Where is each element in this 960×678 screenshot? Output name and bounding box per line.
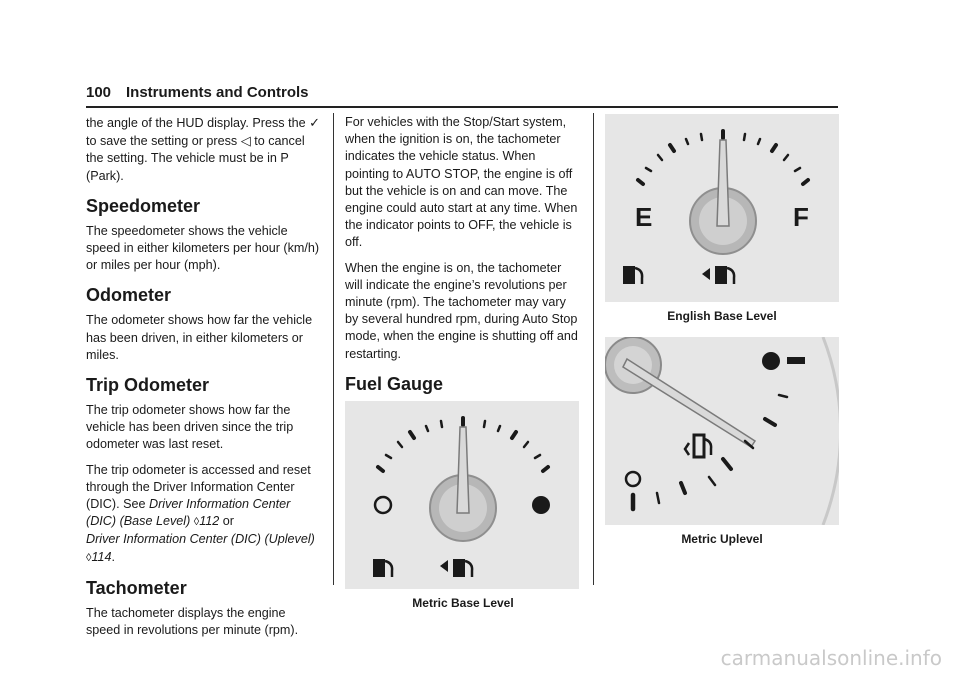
gauge-needle-icon (717, 140, 729, 226)
check-icon: ✓ (309, 115, 320, 130)
column-3 (605, 114, 839, 548)
full-dash-icon (787, 357, 805, 364)
tachometer-heading: Tachometer (86, 577, 187, 598)
stop-start-text: For vehicles with the Stop/Start system, when the ignition is on, the tachometer indicates the vehicle status. When pointing to AUTO STOP, the engine is off but the vehicle is on and can move. The engine could auto start at any time. When the indicator points to OFF, the vehicle is off. (345, 115, 578, 250)
trip-odometer-text: The trip odometer shows how far the vehicle has been driven since the trip odometer was last reset. (86, 403, 294, 452)
gauge-needle-icon (457, 427, 469, 513)
intro-text-c: to cancel the setting. The vehicle must be in P (Park). (86, 134, 305, 183)
full-circle-icon (532, 496, 550, 514)
metric-uplevel-gauge-figure (605, 337, 839, 525)
intro-text-b: to save the setting or press (86, 134, 238, 149)
dic-uplevel-page[interactable]: 114 (91, 549, 112, 564)
dic-base-link[interactable]: Driver Information Center (DIC) (Base Level) (86, 497, 291, 529)
header-rule (86, 106, 838, 108)
trip-reference-text: The trip odometer is accessed and reset through the Driver Information Center (DIC). See (86, 462, 311, 512)
full-circle-icon (762, 352, 780, 370)
or-word: or (222, 514, 234, 529)
metric-base-caption: Metric Base Level (412, 595, 514, 610)
column-1 (86, 114, 322, 647)
metric-uplevel-caption: Metric Uplevel (681, 532, 763, 547)
engine-on-text: When the engine is on, the tachometer will indicate the engine’s revolutions per minute (rpm). The tachometer may vary by several hundred rpm, during Auto Stop mode, when the engine is shutting off and restarting. (345, 260, 578, 361)
column-2 (345, 114, 581, 612)
empty-label: E (635, 202, 653, 232)
section-title: Instruments and Controls (126, 84, 309, 101)
intro-paragraph (86, 114, 322, 185)
watermark: carmanualsonline.info (720, 646, 942, 670)
column-divider (593, 113, 594, 585)
metric-base-gauge-figure (345, 401, 579, 589)
full-label: F (793, 202, 809, 232)
speedometer-text: The speedometer shows the vehicle speed in either kilometers per hour (km/h) or miles per hour (mph). (86, 223, 320, 273)
intro-text-a: the angle of the HUD display. Press the (86, 116, 306, 130)
column-divider (333, 113, 334, 585)
dic-uplevel-link[interactable]: Driver Information Center (DIC) (Uplevel) (86, 532, 315, 547)
page-number: 100 (86, 84, 112, 101)
english-base-gauge-figure (605, 114, 839, 302)
page-ref-icon: ◊ (86, 551, 92, 564)
odometer-heading: Odometer (86, 285, 172, 306)
dic-base-page[interactable]: 112 (199, 514, 220, 529)
trip-odometer-heading: Trip Odometer (86, 375, 210, 396)
trip-odometer-reference (86, 462, 322, 567)
back-icon: ◁ (240, 133, 251, 149)
page-header (86, 84, 838, 106)
fuel-gauge-heading: Fuel Gauge (345, 373, 444, 394)
english-base-caption: English Base Level (667, 309, 777, 323)
period: . (111, 549, 116, 564)
speedometer-heading: Speedometer (86, 195, 201, 216)
page-ref-icon: ◊ (193, 516, 200, 529)
odometer-text: The odometer shows how far the vehicle has been driven, in either kilometers or miles. (86, 313, 313, 362)
tachometer-text: The tachometer displays the engine speed in revolutions per minute (rpm). (86, 605, 299, 638)
